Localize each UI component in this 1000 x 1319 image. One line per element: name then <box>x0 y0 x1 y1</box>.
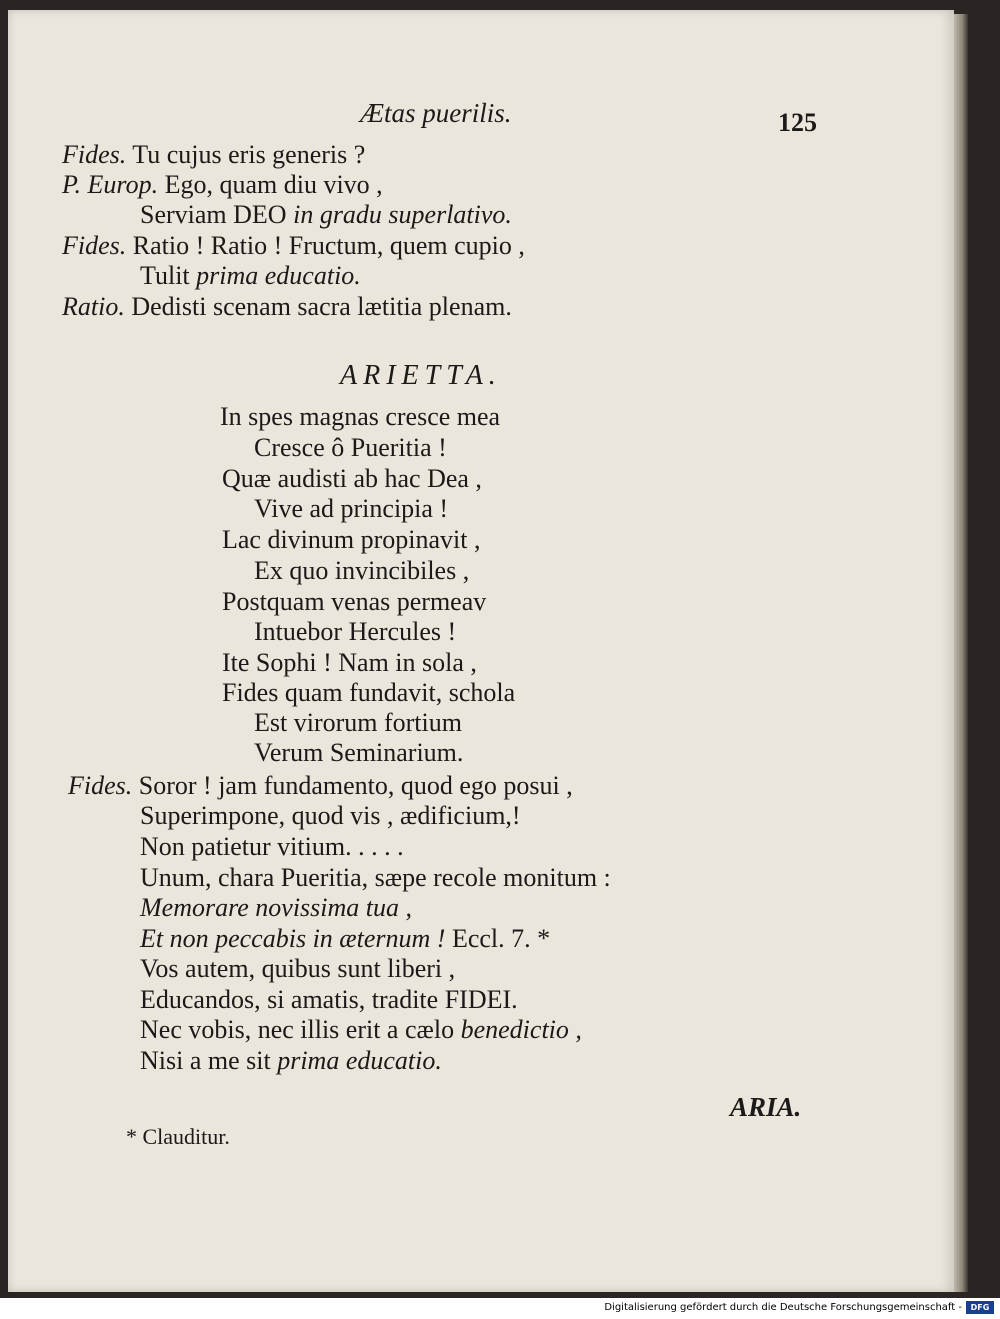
verse-line: In spes magnas cresce mea <box>220 402 501 431</box>
line-text: Educandos, si amatis, tradite FIDEI. <box>140 985 518 1014</box>
page-edge <box>954 14 968 1292</box>
dialogue-line <box>62 170 383 200</box>
dialogue-line <box>62 292 512 322</box>
line-text: Vos autem, quibus sunt liberi , <box>140 954 456 983</box>
verse-line: Cresce ô Pueritia ! <box>254 433 447 462</box>
dialogue-line <box>140 985 518 1015</box>
speaker-label: Fides. <box>62 231 127 260</box>
footer-credit: Digitalisierung gefördert durch die Deutsche Forschungsgemeinschaft - <box>604 1302 962 1313</box>
verse-line: Postquam venas permeav <box>222 587 487 616</box>
dialogue-line <box>62 140 365 170</box>
running-title: Ætas puerilis. <box>360 98 512 128</box>
line-text: Tu cujus eris generis ? <box>132 140 366 169</box>
line-text: Dedisti scenam sacra lætitia plenam. <box>131 292 512 321</box>
verse-line: Ite Sophi ! Nam in sola , <box>222 648 477 677</box>
arietta-title: ARIETTA. <box>340 360 502 391</box>
speaker-label: Fides. <box>62 140 127 169</box>
footer-bar <box>0 1298 1000 1319</box>
dialogue-line <box>140 863 611 893</box>
speaker-label: Ratio. <box>62 292 125 321</box>
line-text: Unum, chara Pueritia, sæpe recole monitum : <box>140 863 611 892</box>
dialogue-line <box>68 771 573 801</box>
line-text-italic: prima educatio. <box>277 1046 442 1075</box>
line-text: Non patietur vitium. . . . . <box>140 832 404 861</box>
dialogue-line <box>140 200 512 230</box>
line-text: Eccl. 7. * <box>445 924 551 953</box>
footnote: * Clauditur. <box>126 1124 230 1149</box>
dialogue-line <box>140 893 412 923</box>
line-text-italic: in gradu superlativo. <box>293 200 512 229</box>
line-text: Serviam DEO <box>140 200 294 229</box>
dialogue-line <box>140 801 521 831</box>
speaker-label: Fides. <box>68 771 133 800</box>
verse-line: Fides quam fundavit, schola <box>222 678 516 707</box>
dialogue-line <box>140 832 404 862</box>
verse-line: Ex quo invincibiles , <box>254 556 470 585</box>
dialogue-line <box>140 1046 442 1076</box>
verse-line: Quæ audisti ab hac Dea , <box>222 464 482 493</box>
verse-line: Lac divinum propinavit , <box>222 525 481 554</box>
line-text: Nisi a me sit <box>140 1046 278 1075</box>
verse-line: Vive ad principia ! <box>254 494 449 523</box>
verse-line: Verum Seminarium. <box>254 738 464 767</box>
line-text: Ratio ! Ratio ! Fructum, quem cupio , <box>132 231 525 260</box>
line-text: Tulit <box>140 261 197 290</box>
verse-line: Intuebor Hercules ! <box>254 617 457 646</box>
line-text-italic: Memorare novissima tua , <box>140 893 413 922</box>
line-text-italic: prima educatio. <box>196 261 361 290</box>
line-text: Superimpone, quod vis , ædificium,! <box>140 801 521 830</box>
dialogue-line <box>62 231 525 261</box>
dialogue-line <box>140 954 455 984</box>
book-page <box>8 10 954 1292</box>
speaker-label: P. Europ. <box>62 170 159 199</box>
page-number: 125 <box>778 108 817 137</box>
dfg-logo-icon: DFG <box>966 1301 994 1314</box>
line-text: Ego, quam diu vivo , <box>164 170 383 199</box>
line-text: Nec vobis, nec illis erit a cælo <box>140 1015 461 1044</box>
dialogue-line <box>140 924 550 954</box>
catchword: ARIA. <box>730 1092 802 1122</box>
line-text-italic: benedictio , <box>460 1015 582 1044</box>
line-text: Soror ! jam fundamento, quod ego posui , <box>138 771 573 800</box>
verse-line: Est virorum fortium <box>254 708 462 737</box>
dialogue-line <box>140 1015 582 1045</box>
dialogue-line <box>140 261 361 291</box>
line-text-italic: Et non peccabis in æternum ! <box>140 924 446 953</box>
